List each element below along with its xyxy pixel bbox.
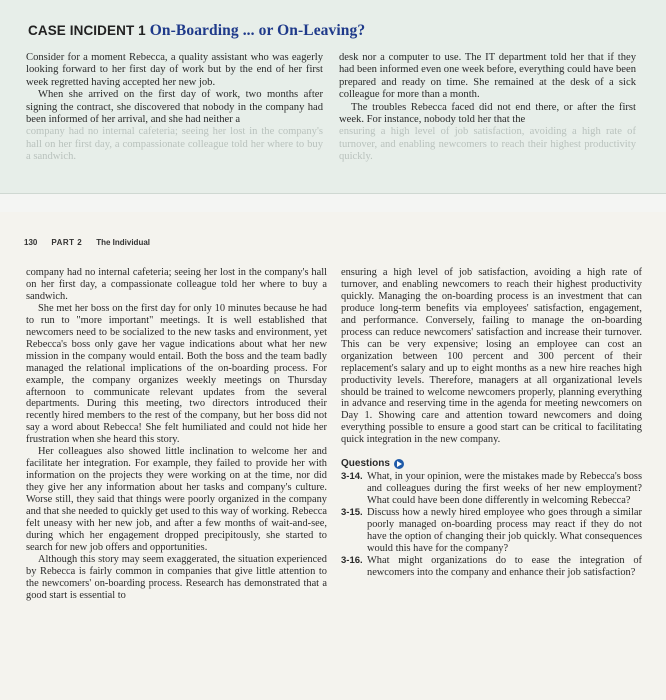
question-item — [341, 507, 642, 555]
body-right-column — [341, 267, 642, 602]
part-label: PART 2 — [51, 238, 83, 247]
case-paragraph: desk nor a computer to use. The IT department told her that if they had been informed even one week before, everything could have been prepared and ready on time. She remained at the desk of a sick colleague for more than a month. — [339, 52, 636, 101]
faded-text: ensuring a high level of job satisfaction, avoiding a high rate of turnover, and enabling newcomers to reach their highest productivity quickly. — [339, 126, 636, 163]
question-number: 3-16. — [341, 554, 363, 566]
question-text: What, in your opinion, were the mistakes made by Rebecca's boss and colleagues during the first weeks of her new employment? What could have been done differently in welcoming Rebecca? — [367, 471, 642, 507]
case-heading: On-Boarding ... or On-Leaving? — [149, 22, 366, 39]
question-item — [341, 471, 642, 507]
case-label: CASE INCIDENT 1 — [28, 23, 146, 38]
case-right-column — [339, 52, 636, 164]
section-label: The Individual — [96, 238, 150, 247]
page-number: 130 — [24, 238, 38, 247]
body-paragraph: ensuring a high level of job satisfaction, avoiding a high rate of turnover, and enabling newcomers to reach their highest productivity quickly. Managing the on-boarding process is an investment that can produce long-term benefits via employees' satisfaction, engagement, and performance. Conversely, failing to manage the on-boarding process can reduce newcomers' satisfaction and increase their turnover. This can be very expensive; losing an employee can cost an organization between 100 percent and 300 percent of their replacement's salary and up to eight months as a new hire reaches high productivity levels. Therefore, managers at all organizational levels should be trained to welcome newcomers properly, planning everything in advance and reserving time in the agenda for meeting newcomers on Day 1. Showing care and attention toward newcomers and doing everything possible to ensure a good start can be critical to facilitating quick integration in the new company. — [341, 267, 642, 446]
questions-label: Questions — [341, 458, 390, 470]
body-paragraph: Although this story may seem exaggerated, the situation experienced by Rebecca is fairly common in companies that give little attention to the newcomers' on-boarding process. Research has demonstrated that a good start is essential to — [26, 553, 327, 601]
question-text: What might organizations do to ease the integration of newcomers into the company and enhance their job satisfaction? — [367, 554, 642, 578]
body-columns — [26, 267, 642, 602]
body-left-column — [26, 267, 327, 602]
question-text: Discuss how a newly hired employee who goes through a similar poorly managed on-boarding process may react if they do not have the option of changing their job quickly. What consequences would this have for the company? — [367, 507, 642, 554]
case-left-column — [26, 52, 323, 164]
body-paragraph: company had no internal cafeteria; seeing her lost in the company's hall on her first day, a compassionate colleague told her where to buy a sandwich. — [26, 267, 327, 302]
page-gap — [0, 194, 666, 212]
case-columns — [26, 52, 636, 164]
page-header — [24, 238, 150, 247]
question-number: 3-14. — [341, 471, 363, 483]
body-paragraph: Her colleagues also showed little inclination to welcome her and facilitate her integration. For example, they failed to provide her with information on the projects they were working on at the time, nor did they give her any information about her tasks and company's culture. Worse still, they said that things were poorly organized in the company and that she needed to quickly get used to this way of working. Rebecca felt uneasy with her new job, and after a few months of wait-and-see, during which her engagement dropped precipitously, she started to search for new job offers and opportunities. — [26, 446, 327, 553]
play-circle-icon[interactable] — [394, 459, 404, 469]
case-paragraph: The troubles Rebecca faced did not end there, or after the first week. For instance, nobody told her that the — [339, 101, 636, 126]
case-title — [28, 22, 636, 40]
question-number: 3-15. — [341, 507, 363, 519]
faded-text: company had no internal cafeteria; seeing her lost in the company's hall on her first day, a compassionate colleague told her where to buy a sandwich. — [26, 126, 323, 163]
case-incident-panel — [0, 0, 666, 194]
case-paragraph: Consider for a moment Rebecca, a quality assistant who was eagerly looking forward to her first day of work but by the end of her first week regretted having accepted her new job. — [26, 52, 323, 88]
body-paragraph: She met her boss on the first day for only 10 minutes because he had to run to "more important" meetings. It is well established that newcomers need to be socialized to the new tasks and environment, yet Rebecca's boss only gave her vague indications about what her new mission in the company would entail. Both the boss and the team badly managed the relational implications of the on-boarding process. For example, the company organizes weekly meetings on Thursday afternoon to communicate relevant updates from the several departments. During this meeting, two directors introduced their recently hired members to the rest of the company, but her boss did not say a word about Rebecca! She felt humiliated and could not hide her frustration when she heard this story. — [26, 302, 327, 446]
case-paragraph: When she arrived on the first day of work, two months after signing the contract, she discovered that nobody in the company had been informed of her arrival, and she had neither a — [26, 89, 323, 126]
question-item — [341, 555, 642, 579]
questions-heading — [341, 458, 642, 470]
